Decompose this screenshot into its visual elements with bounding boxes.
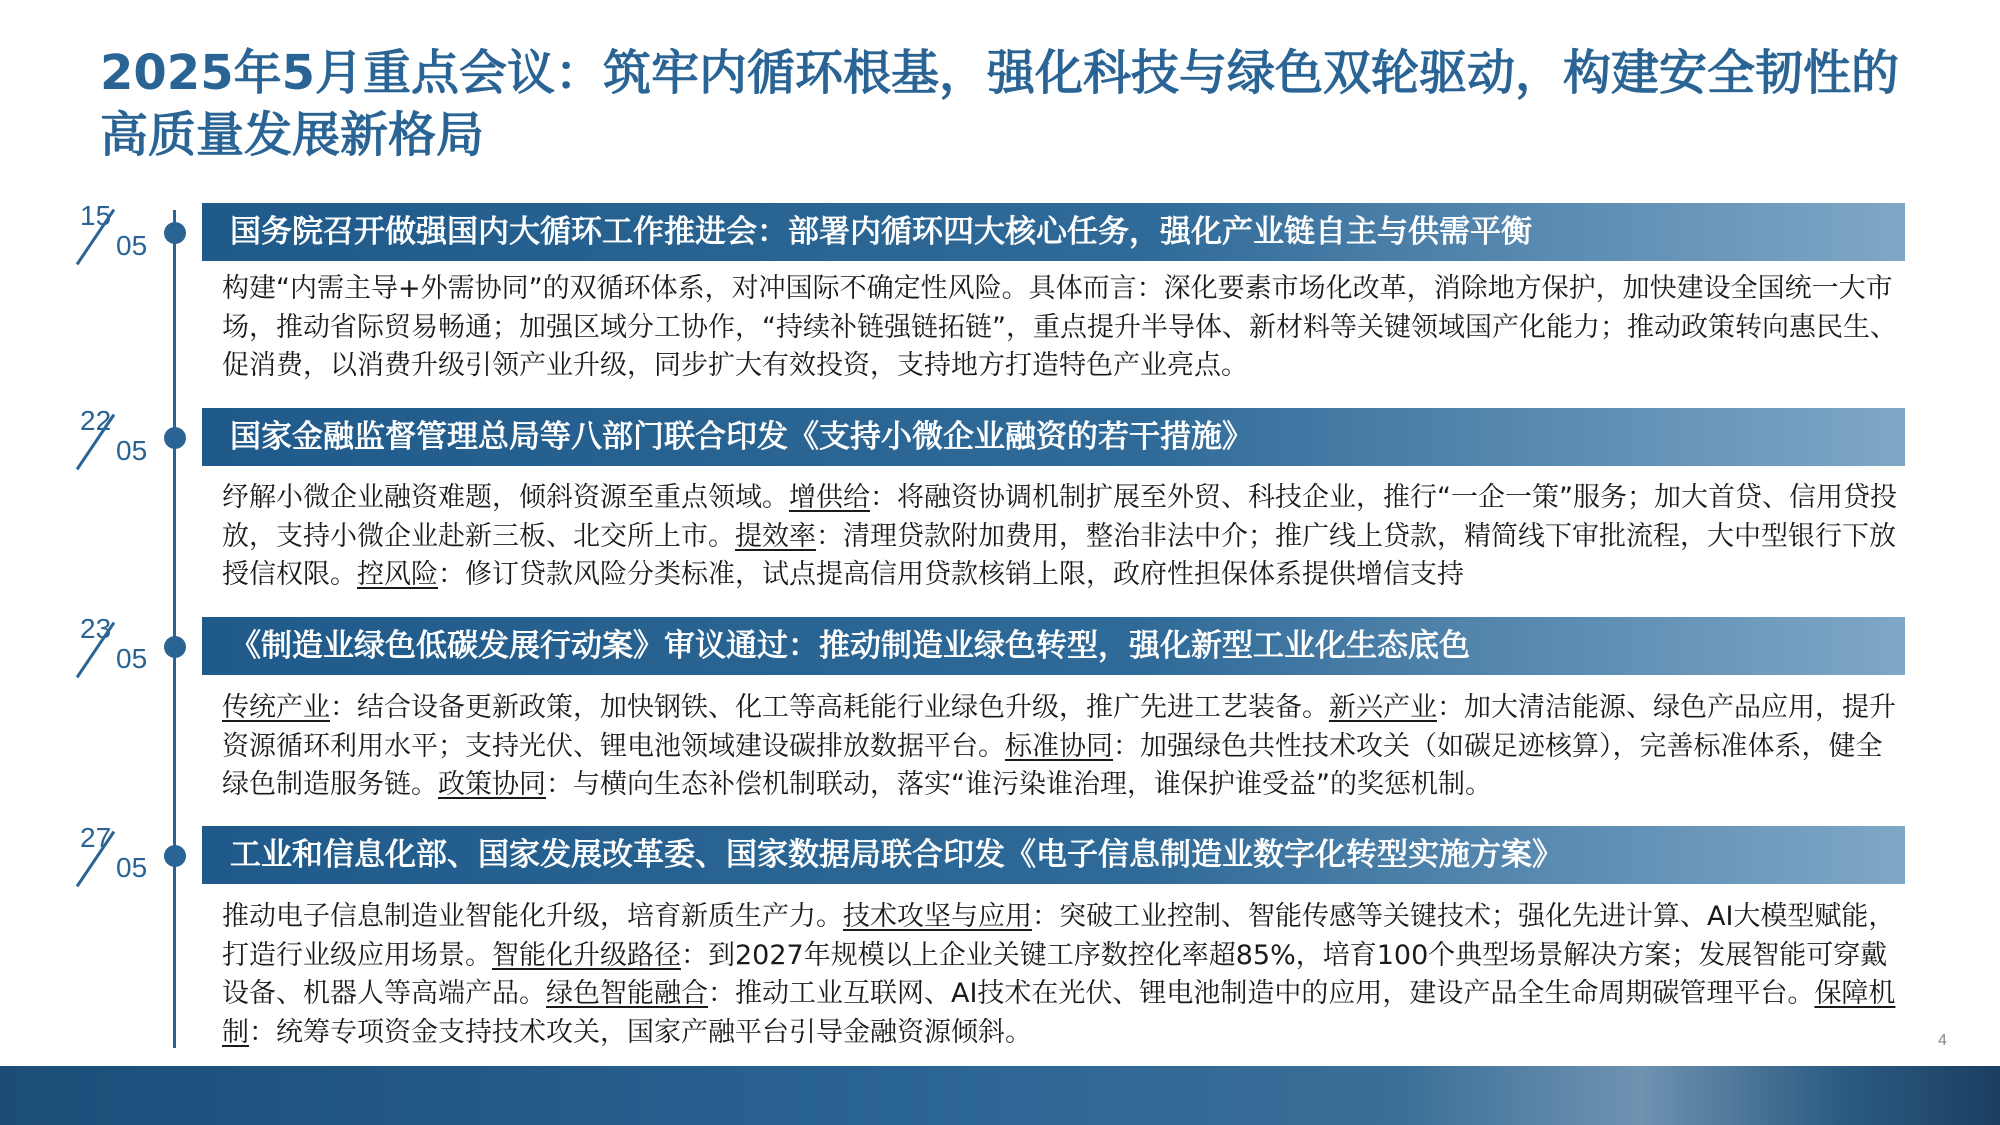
event-date: [72, 613, 172, 693]
page-number: 4: [1938, 1032, 1947, 1049]
body-text: ：结合设备更新政策，加快钢铁、化工等高耗能行业绿色升级，推广先进工艺装备。: [330, 692, 1329, 723]
body-text: ：将融资协调机制扩展至外贸、科技企业，推行“一企一策”服务；加大首贷、信用贷投放，支持小微企业赴新三板、北交所上市。: [222, 482, 1897, 552]
event-date: [72, 200, 172, 280]
body-text: 推动电子信息制造业智能化升级，培育新质生产力。: [222, 901, 843, 932]
timeline-dot: [164, 845, 186, 867]
event-date-day: 23: [80, 613, 112, 644]
keyword-label: 标准协同: [1005, 730, 1113, 762]
event-date-day: 22: [80, 405, 112, 436]
keyword-label: 控风险: [357, 559, 438, 590]
event-date: [72, 822, 172, 902]
event-date-month: 05: [116, 643, 148, 674]
body-text: ：到2027年规模以上企业关键工序数控化率超85%，培育100个典型场景解决方案；发展智能可穿戴设备、机器人等高端产品。: [222, 939, 1888, 1009]
body-text: ：统筹专项资金支持技术攻关，国家产融平台引导金融资源倾斜。: [249, 1016, 1032, 1048]
event-date-month: 05: [116, 230, 148, 261]
body-text: 纾解小微企业融资难题，倾斜资源至重点领域。: [222, 482, 789, 513]
event-heading: 工业和信息化部、国家发展改革委、国家数据局联合印发《电子信息制造业数字化转型实施方案》: [202, 826, 1905, 884]
keyword-label: 智能化升级路径: [492, 939, 681, 971]
keyword-label: 技术攻坚与应用: [843, 901, 1032, 932]
event-date-day: 27: [80, 822, 112, 853]
event-body: [222, 689, 1902, 805]
body-text: ：与横向生态补偿机制联动，落实“谁污染谁治理，谁保护谁受益”的奖惩机制。: [546, 769, 1492, 800]
footer-band: [0, 1066, 2000, 1125]
keyword-label: 提效率: [735, 520, 816, 552]
keyword-label: 新兴产业: [1329, 692, 1437, 723]
keyword-label: 保障机制: [222, 978, 1896, 1048]
event-heading: 国务院召开做强国内大循环工作推进会：部署内循环四大核心任务，强化产业链自主与供需平衡: [202, 203, 1905, 261]
event-date-month: 05: [116, 435, 148, 466]
body-text: ：清理贷款附加费用，整治非法中介；推广线上贷款，精简线下审批流程，大中型银行下放授信权限。: [222, 520, 1896, 590]
event-body: [222, 898, 1902, 1052]
keyword-label: 传统产业: [222, 692, 330, 723]
timeline-dot: [164, 222, 186, 244]
body-text: ：修订贷款风险分类标准，试点提高信用贷款核销上限，政府性担保体系提供增信支持: [438, 559, 1464, 590]
event-body: [222, 479, 1902, 595]
keyword-label: 政策协同: [438, 769, 546, 800]
body-text: ：推动工业互联网、AI技术在光伏、锂电池制造中的应用，建设产品全生命周期碳管理平台。: [708, 978, 1815, 1009]
event-heading: 《制造业绿色低碳发展行动案》审议通过：推动制造业绿色转型，强化新型工业化生态底色: [202, 617, 1905, 675]
body-text: ：加强绿色共性技术攻关（如碳足迹核算），完善标准体系，健全绿色制造服务链。: [222, 730, 1883, 800]
timeline-dot: [164, 427, 186, 449]
timeline-dot: [164, 636, 186, 658]
event-date-month: 05: [116, 852, 148, 883]
body-text: ：突破工业控制、智能传感等关键技术；强化先进计算、AI大模型赋能，打造行业级应用场景。: [222, 901, 1896, 971]
page-title: 2025年5月重点会议：筑牢内循环根基，强化科技与绿色双轮驱动，构建安全韧性的高质量发展新格局: [100, 45, 1899, 163]
event-date-day: 15: [80, 200, 112, 231]
event-date: [72, 405, 172, 485]
body-text: ：加大清洁能源、绿色产品应用，提升资源循环利用水平；支持光伏、锂电池领域建设碳排放数据平台。: [222, 692, 1896, 762]
event-body: [222, 270, 1902, 386]
event-heading: 国家金融监督管理总局等八部门联合印发《支持小微企业融资的若干措施》: [202, 408, 1905, 466]
keyword-label: 绿色智能融合: [546, 978, 708, 1009]
keyword-label: 增供给: [789, 482, 870, 513]
body-text: 构建“内需主导+外需协同”的双循环体系，对冲国际不确定性风险。具体而言：深化要素市场化改革，消除地方保护，加快建设全国统一大市场，推动省际贸易畅通；加强区域分工协作，“持续补链强链拓链”，重点提升半导体、新材料等关键领域国产化能力；推动政策转向惠民生、促消费，以消费升级引领产业升级，同步扩大有效投资，支持地方打造特色产业亮点。: [222, 273, 1897, 381]
timeline-line: [173, 210, 176, 1048]
